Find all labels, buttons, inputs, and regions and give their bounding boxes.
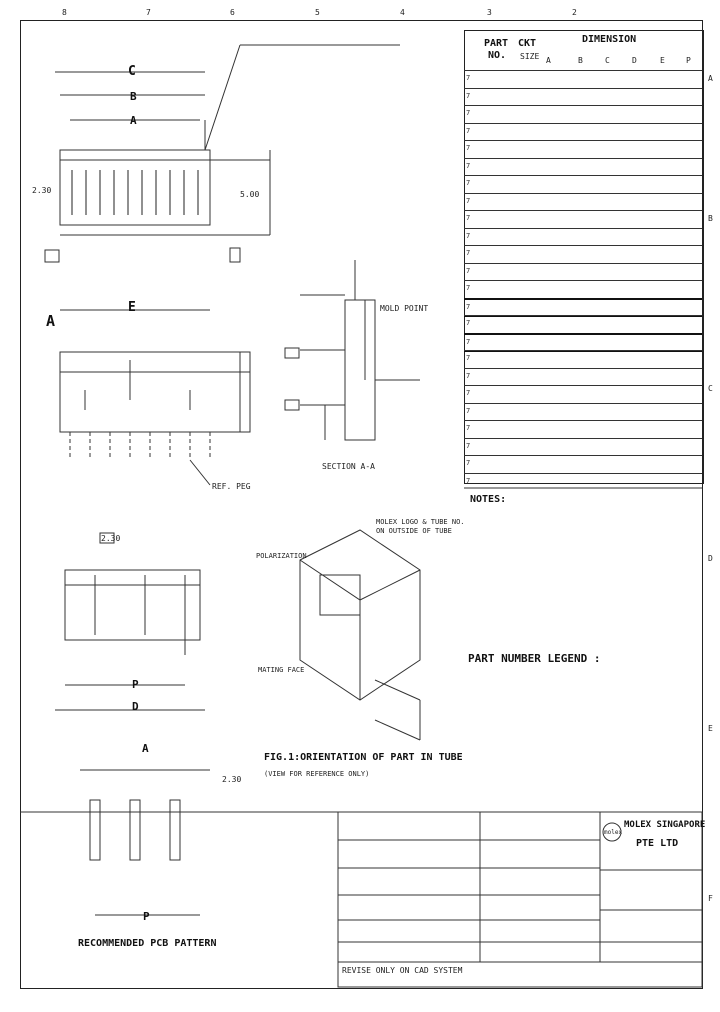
table-row-prefix: 7	[466, 459, 471, 467]
dim-e-label: E	[128, 300, 136, 315]
table-row-prefix: 7	[466, 424, 471, 432]
table-row-prefix: 7	[466, 337, 471, 346]
table-row-prefix: 7	[466, 354, 471, 362]
table-row-prefix: 7	[466, 179, 471, 187]
notes-title: NOTES:	[470, 494, 507, 505]
mold-point-label: MOLD POINT	[380, 304, 429, 313]
table-row-prefix: 7	[466, 441, 471, 450]
fig1-tube-note: MOLEX LOGO & TUBE NO. ON OUTSIDE OF TUBE	[376, 518, 465, 535]
table-row	[464, 368, 702, 384]
section-marker-a: A	[46, 312, 56, 330]
table-row	[464, 158, 702, 174]
table-row	[464, 263, 702, 279]
table-row	[464, 315, 702, 331]
company-name: MOLEX SINGAPORE	[624, 820, 706, 830]
table-row	[464, 420, 702, 436]
table-row-prefix: 7	[466, 91, 471, 100]
table-row-prefix: 7	[466, 371, 471, 380]
table-col-header: E	[660, 56, 665, 65]
zone-label: 3	[487, 8, 492, 17]
table-row-prefix: 7	[466, 231, 471, 240]
table-row-prefix: 7	[466, 406, 471, 415]
molex-logo: molex	[604, 829, 623, 836]
table-row	[464, 175, 702, 191]
zone-label: 4	[400, 8, 405, 17]
table-header-size: SIZE	[520, 52, 540, 61]
fig1-subtitle: (VIEW FOR REFERENCE ONLY)	[264, 770, 370, 778]
section-title: SECTION A-A	[322, 462, 375, 471]
table-row	[464, 455, 702, 471]
table-row	[464, 438, 702, 454]
table-col-header: A	[546, 56, 551, 65]
table-header-part: PART	[484, 38, 509, 49]
fig1-title: FIG.1:ORIENTATION OF PART IN TUBE	[264, 752, 463, 763]
zone-label: 5	[315, 8, 320, 17]
table-row	[464, 385, 702, 401]
table-row-prefix: 7	[466, 196, 471, 205]
table-row-prefix: 7	[466, 109, 471, 117]
table-col-header: P	[686, 56, 691, 65]
table-row	[464, 280, 702, 296]
zone-label: C	[708, 384, 713, 393]
table-row	[464, 140, 702, 156]
table-row	[464, 350, 702, 366]
table-col-header: B	[578, 56, 583, 65]
table-row-prefix: 7	[466, 161, 471, 170]
table-row-prefix: 7	[466, 302, 471, 311]
table-row	[464, 228, 702, 244]
part-number-legend-title: PART NUMBER LEGEND :	[468, 652, 601, 665]
zone-label: D	[708, 554, 713, 563]
dim-230-label: 2.30	[32, 186, 52, 195]
table-row-prefix: 7	[466, 266, 471, 275]
dim-b-label: B	[130, 90, 137, 103]
table-row	[464, 210, 702, 226]
table-col-header: C	[605, 56, 610, 65]
pcb-dim-p-label: P	[143, 910, 150, 923]
table-header-no: NO.	[488, 50, 507, 61]
dim-d-label: D	[132, 700, 139, 713]
table-row-prefix: 7	[466, 476, 471, 485]
zone-label: B	[708, 214, 713, 223]
table-row	[464, 245, 702, 261]
table-row-prefix: 7	[466, 249, 471, 257]
zone-label: E	[708, 724, 713, 733]
table-row-prefix: 7	[466, 144, 471, 152]
table-row	[464, 298, 702, 317]
table-row	[464, 123, 702, 139]
side-dim-230-label: 2.30	[101, 534, 121, 543]
fig1-mating-face-label: MATING FACE	[258, 666, 305, 674]
pcb-dim-a-label: A	[142, 742, 149, 755]
company-name-2: PTE LTD	[636, 838, 679, 849]
table-row	[464, 88, 702, 104]
table-row-prefix: 7	[466, 284, 471, 292]
revise-note: REVISE ONLY ON CAD SYSTEM	[342, 966, 463, 975]
table-row-prefix: 7	[466, 319, 471, 327]
zone-label: A	[708, 74, 713, 83]
table-row	[464, 105, 702, 121]
table-row	[464, 403, 702, 419]
ref-peg-label: REF. PEG	[212, 482, 251, 491]
zone-label: 6	[230, 8, 235, 17]
table-header-ckt: CKT	[518, 38, 537, 49]
table-row	[464, 333, 702, 352]
table-row-prefix: 7	[466, 389, 471, 397]
dim-500-label: 5.00	[240, 190, 260, 199]
dim-a-label: A	[130, 114, 137, 127]
table-row	[464, 473, 702, 489]
table-row-prefix: 7	[466, 214, 471, 222]
pcb-dim-230-label: 2.30	[222, 775, 242, 784]
table-row	[464, 70, 702, 86]
table-header-dimension: DIMENSION	[582, 34, 637, 45]
fig1-polarization-label: POLARIZATION	[256, 552, 307, 560]
table-row-prefix: 7	[466, 126, 471, 135]
zone-label: 8	[62, 8, 67, 17]
table-row-prefix: 7	[466, 74, 471, 82]
zone-label: 7	[146, 8, 151, 17]
table-col-header: D	[632, 56, 637, 65]
dim-p-label: P	[132, 678, 139, 691]
zone-label: F	[708, 894, 713, 903]
table-row	[464, 193, 702, 209]
pcb-pattern-title: RECOMMENDED PCB PATTERN	[78, 938, 217, 949]
dim-c-label: C	[128, 64, 136, 79]
zone-label: 2	[572, 8, 577, 17]
